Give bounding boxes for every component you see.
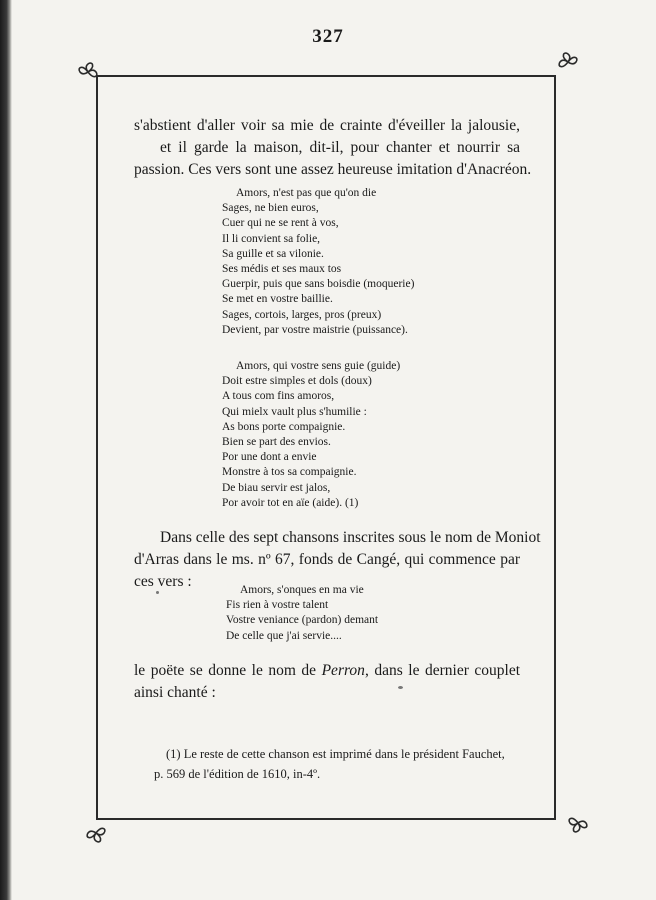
text-line: passion. Ces vers sont une assez heureuse imitation d'Anacréon. [134,161,532,178]
ink-speck [156,591,159,594]
text-fragment: le poëte se donne le nom de [134,662,317,679]
verse-line: Qui mielx vault plus s'humilie : [222,405,367,418]
corner-flourish-icon [566,811,590,835]
verse-line: De celle que j'ai servie.... [226,629,342,642]
verse-line: Amors, s'onques en ma vie [240,584,364,596]
corner-flourish-icon [84,821,108,845]
verse-line: Cuer qui ne se rent à vos, [222,217,339,230]
footnote [154,744,530,784]
verse-stanza-3 [226,583,378,644]
paragraph-perron [134,660,520,704]
ink-speck [398,686,403,689]
paragraph-intro [134,115,532,181]
verse-line: Sages, ne bien euros, [222,202,319,215]
text-line: d'Arras dans le ms. nº 67, fonds de Cangé, qui commence par [134,551,520,568]
verse-line: As bons porte compaignie. [222,420,346,433]
verse-line: Sages, cortois, larges, pros (preux) [222,308,382,321]
verse-line: Amors, n'est pas que qu'on die [236,187,377,199]
verse-line: A tous com fins amoros, [222,390,335,403]
verse-line: Il li convient sa folie, [222,232,321,245]
verse-line: Por une dont a envie [222,451,317,464]
verse-line: Ses médis et ses maux tos [222,263,342,276]
verse-line: Fis rien à vostre talent [226,599,329,612]
verse-stanza-1 [222,186,414,338]
verse-line: Devient, par vostre maistrie (puissance). [222,323,408,336]
text-fragment: , dans le dernier couplet [364,662,521,679]
verse-line: Se met en vostre baillie. [222,293,333,306]
verse-line: Monstre à tos sa compaignie. [222,466,357,479]
name-perron: Perron [321,662,365,679]
footnote-line: (1) Le reste de cette chanson est imprimé dans le président Fauchet, [166,747,505,761]
verse-line: Vostre veniance (pardon) demant [226,614,379,627]
verse-line: Doit estre simples et dols (doux) [222,375,372,388]
text-line: ces vers : [134,573,192,590]
book-binding-edge [0,0,12,900]
verse-line: Por avoir tot en aïe (aide). (1) [222,496,359,509]
verse-line: Sa guille et sa vilonie. [222,247,324,260]
text-line [134,660,520,682]
text-line: Dans celle des sept chansons inscrites sous le nom de Moniot [160,529,541,546]
verse-line: Bien se part des envios. [222,436,331,449]
corner-flourish-icon [76,60,100,84]
verse-line: Guerpir, puis que sans boisdie (moquerie) [222,278,415,291]
verse-line: De biau servir est jalos, [222,481,331,494]
text-line: ainsi chanté : [134,684,216,701]
footnote-line: p. 569 de l'édition de 1610, in-4º. [154,767,321,781]
text-line: et il garde la maison, dit-il, pour chanter et nourrir sa [160,139,520,156]
verse-line: Amors, qui vostre sens guie (guide) [236,360,401,372]
corner-flourish-icon [556,50,580,74]
text-line: s'abstient d'aller voir sa mie de crainte d'éveiller la jalousie, [134,117,520,134]
verse-stanza-2 [222,359,400,511]
page-number: 327 [312,26,344,47]
